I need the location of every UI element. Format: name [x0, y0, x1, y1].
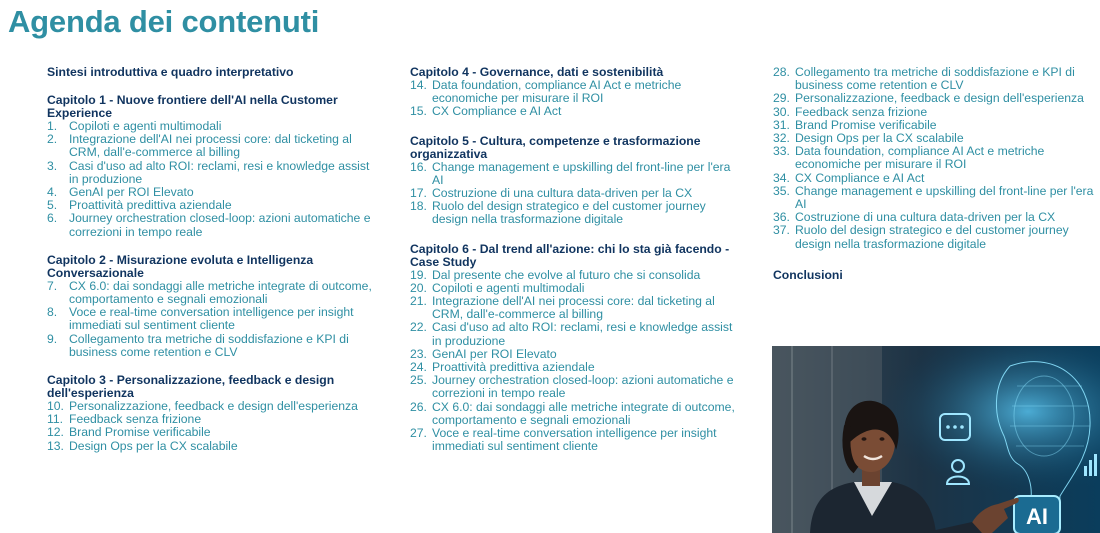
- toc-column-3: [773, 66, 1098, 282]
- toc-item: [410, 79, 740, 105]
- toc-item-text: Personalizzazione, feedback e design dell'esperienza: [795, 91, 1084, 106]
- conclusion-heading: Conclusioni: [773, 267, 843, 282]
- chapter-4: [410, 66, 740, 119]
- toc-column-2: [410, 66, 740, 469]
- chapter-heading: Capitolo 4 - Governance, dati e sostenibilità: [410, 65, 664, 79]
- toc-item-text: Copiloti e agenti multimodali: [69, 119, 222, 133]
- toc-item-text: Personalizzazione, feedback e design dell'esperienza: [69, 399, 358, 414]
- toc-item-text: Design Ops per la CX scalabile: [795, 131, 964, 146]
- toc-item-number: 24.: [410, 360, 427, 375]
- continued-item-list: [773, 66, 1098, 251]
- toc-item-text: Collegamento tra metriche di soddisfazione e KPI di business come retention e CLV: [795, 65, 1075, 93]
- chapter-2: [47, 254, 382, 359]
- toc-item-text: Journey orchestration closed-loop: azioni automatiche e correzioni in tempo reale: [432, 373, 734, 401]
- chapter-1: [47, 94, 382, 239]
- toc-item-text: Change management e upskilling del front-line per l'era AI: [432, 159, 731, 187]
- toc-item-text: Integrazione dell'AI nei processi core: dal ticketing al CRM, dall'e-commerce al billing: [69, 132, 352, 160]
- toc-item-text: Proattività predittiva aziendale: [69, 198, 232, 213]
- toc-item: [773, 224, 1098, 250]
- toc-column-1: [47, 66, 382, 468]
- chapter-item-list: [410, 161, 740, 227]
- toc-item-number: 28.: [773, 65, 790, 79]
- chapter-3: [47, 374, 382, 453]
- toc-item-text: CX Compliance e AI Act: [432, 104, 562, 119]
- toc-item-number: 21.: [410, 294, 427, 309]
- toc-item-number: 20.: [410, 280, 427, 295]
- toc-item-text: Copiloti e agenti multimodali: [432, 280, 585, 295]
- toc-item-number: 12.: [47, 425, 64, 440]
- toc-item-text: Design Ops per la CX scalabile: [69, 438, 238, 453]
- toc-item-text: Feedback senza frizione: [795, 104, 928, 119]
- toc-item-text: Voce e real-time conversation intelligence per insight immediati sul sentiment cliente: [432, 426, 717, 454]
- chapter-heading: Capitolo 6 - Dal trend all'azione: chi lo sta già facendo - Case Study: [410, 241, 730, 269]
- toc-item-text: Brand Promise verificabile: [795, 117, 937, 132]
- chapter-item-list: [47, 120, 382, 239]
- toc-item-number: 37.: [773, 223, 790, 238]
- chapter-heading: Capitolo 2 - Misurazione evoluta e Intelligenza Conversazionale: [47, 252, 314, 280]
- toc-item-number: 27.: [410, 426, 427, 441]
- chapter-item-list: [47, 400, 382, 453]
- toc-item: [410, 105, 740, 118]
- toc-item: [410, 374, 740, 400]
- toc-item: [773, 145, 1098, 171]
- toc-item-text: Data foundation, compliance AI Act e metriche economiche per misurare il ROI: [432, 78, 682, 106]
- page-title: Agenda dei contenuti: [8, 4, 320, 39]
- toc-item: [47, 440, 382, 453]
- toc-item-text: Costruzione di una cultura data-driven per la CX: [432, 186, 693, 201]
- toc-item-text: Casi d'uso ad alto ROI: reclami, resi e knowledge assist in produzione: [69, 158, 370, 186]
- toc-item: [410, 295, 740, 321]
- ai-badge: [1014, 496, 1060, 533]
- toc-item-text: Dal presente che evolve al futuro che si consolida: [432, 267, 701, 282]
- toc-item-text: Costruzione di una cultura data-driven per la CX: [795, 210, 1056, 225]
- toc-item-text: Collegamento tra metriche di soddisfazione e KPI di business come retention e CLV: [69, 331, 349, 359]
- toc-item: [47, 333, 382, 359]
- chapter-6: [410, 243, 740, 454]
- toc-item-number: 2.: [47, 132, 58, 147]
- chapter-heading: Capitolo 5 - Cultura, competenze e trasformazione organizzativa: [410, 133, 701, 161]
- toc-item-number: 35.: [773, 183, 790, 198]
- toc-item-number: 31.: [773, 117, 790, 132]
- toc-item: [410, 401, 740, 427]
- toc-item: [410, 161, 740, 187]
- toc-item: [47, 133, 382, 159]
- chapter-item-list: [410, 79, 740, 119]
- toc-item-number: 6.: [47, 211, 58, 226]
- toc-item-text: Voce e real-time conversation intelligence per insight immediati sul sentiment cliente: [69, 305, 354, 333]
- toc-item: [47, 306, 382, 332]
- toc-item-text: Integrazione dell'AI nei processi core: dal ticketing al CRM, dall'e-commerce al billing: [432, 294, 715, 322]
- toc-item-text: CX 6.0: dai sondaggi alle metriche integrate di outcome, comportamento e segnali emozionali: [69, 278, 372, 307]
- toc-item-number: 22.: [410, 320, 427, 335]
- chapter-heading: Capitolo 3 - Personalizzazione, feedback e design dell'esperienza: [47, 373, 335, 401]
- intro-heading: Sintesi introduttiva e quadro interpretativo: [47, 65, 294, 79]
- toc-item-number: 16.: [410, 159, 427, 174]
- toc-item: [773, 185, 1098, 211]
- toc-item-text: Casi d'uso ad alto ROI: reclami, resi e knowledge assist in produzione: [432, 320, 733, 348]
- toc-item-number: 30.: [773, 104, 790, 119]
- toc-item-text: Journey orchestration closed-loop: azioni automatiche e correzioni in tempo reale: [69, 211, 371, 239]
- toc-item: [410, 321, 740, 347]
- toc-item-number: 11.: [47, 412, 64, 427]
- toc-item-number: 33.: [773, 144, 790, 159]
- toc-item-number: 4.: [47, 185, 58, 200]
- toc-item-text: Ruolo del design strategico e del customer journey design nella trasformazione digitale: [432, 199, 706, 227]
- toc-item-number: 26.: [410, 399, 427, 414]
- toc-item-text: CX Compliance e AI Act: [795, 170, 925, 185]
- hero-image: [772, 346, 1100, 533]
- chapter-6-continued: [773, 66, 1098, 251]
- toc-item-number: 10.: [47, 399, 64, 414]
- toc-item-number: 1.: [47, 119, 58, 133]
- toc-item: [773, 66, 1098, 92]
- toc-item-text: GenAI per ROI Elevato: [69, 185, 194, 200]
- toc-item-text: Feedback senza frizione: [69, 412, 202, 427]
- toc-item-text: Proattività predittiva aziendale: [432, 360, 595, 375]
- toc-item: [47, 160, 382, 186]
- ai-badge-label: AI: [1026, 504, 1048, 529]
- toc-item-text: Change management e upskilling del front-line per l'era AI: [795, 183, 1094, 212]
- chapter-heading: Capitolo 1 - Nuove frontiere dell'AI nella Customer Experience: [47, 93, 338, 120]
- toc-item-number: 19.: [410, 267, 427, 282]
- toc-item-number: 25.: [410, 373, 427, 388]
- toc-item-number: 8.: [47, 305, 58, 320]
- toc-item: [410, 200, 740, 226]
- toc-item-text: Brand Promise verificabile: [69, 425, 211, 440]
- toc-item: [47, 212, 382, 238]
- toc-item-number: 36.: [773, 210, 790, 225]
- toc-item-number: 29.: [773, 91, 790, 106]
- toc-item-number: 7.: [47, 278, 58, 293]
- chapter-5: [410, 135, 740, 227]
- toc-item-text: GenAI per ROI Elevato: [432, 346, 557, 361]
- toc-item-number: 15.: [410, 104, 427, 119]
- chapter-item-list: [410, 269, 740, 454]
- toc-item-number: 14.: [410, 78, 427, 92]
- chapter-item-list: [47, 280, 382, 359]
- toc-item-text: Data foundation, compliance AI Act e metriche economiche per misurare il ROI: [795, 144, 1045, 172]
- toc-item-number: 13.: [47, 438, 64, 453]
- toc-item-number: 32.: [773, 131, 790, 146]
- toc-item-number: 18.: [410, 199, 427, 214]
- toc-item-text: CX 6.0: dai sondaggi alle metriche integrate di outcome, comportamento e segnali emozionali: [432, 399, 735, 427]
- toc-item-number: 3.: [47, 158, 58, 173]
- toc-item-number: 23.: [410, 346, 427, 361]
- toc-item-number: 9.: [47, 331, 58, 346]
- toc-item: [47, 280, 382, 306]
- toc-item-text: Ruolo del design strategico e del customer journey design nella trasformazione digitale: [795, 223, 1069, 251]
- toc-item-number: 5.: [47, 198, 58, 213]
- toc-item: [410, 427, 740, 453]
- toc-item-number: 17.: [410, 186, 427, 201]
- toc-item-number: 34.: [773, 170, 790, 185]
